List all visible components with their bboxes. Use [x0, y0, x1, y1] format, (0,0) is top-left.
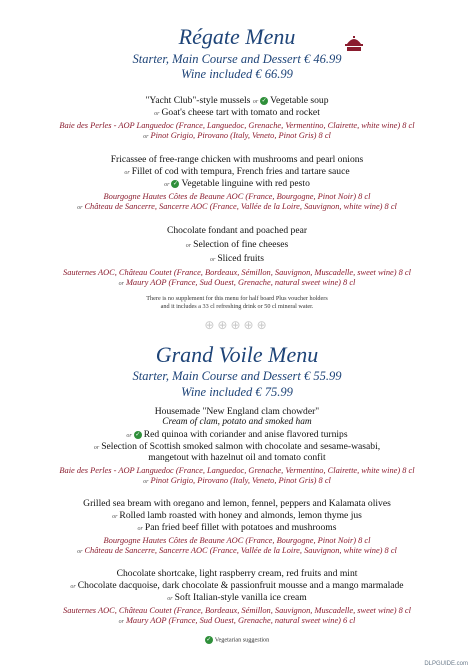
regate-wine-price-line: Wine included € 66.99	[181, 67, 293, 81]
section-divider: ⊕⊕⊕⊕⊕	[204, 318, 270, 332]
grand-starter-line-3-row	[0, 441, 474, 452]
regate-main-line-1: Fricassee of free-range chicken with mushrooms and pearl onions	[110, 154, 364, 165]
or-label: or	[124, 170, 130, 176]
grand-starter-line-3: Selection of Scottish smoked salmon with chocolate and sesame-wasabi,	[101, 441, 381, 452]
regate-main-line-2: Fillet of cod with tempura, French fries and tartare sauce	[131, 166, 350, 177]
grand-main-line-3-row	[0, 522, 474, 533]
vegetarian-leaf-icon: ✓	[206, 636, 212, 643]
regate-dessert-line-3-row	[0, 253, 474, 264]
regate-dessert-line-3: Sliced fruits	[217, 253, 264, 264]
regate-starter-line-2	[0, 107, 474, 118]
grand-voile-menu-title: Grand Voile Menu	[155, 342, 319, 367]
regate-price-line: Starter, Main Course and Dessert € 46.99	[132, 52, 342, 66]
or-label: or	[77, 549, 83, 555]
grand-main-wine-2: Château de Sancerre, Sancerre AOC (France, Vallée de la Loire, Sauvignon, white wine) 8 cl	[84, 546, 397, 555]
or-label: or	[137, 526, 143, 532]
regate-dessert-wine-2: Maury AOP (France, Sud Ouest, Grenache, natural sweet wine) 8 cl	[125, 278, 356, 287]
grand-dessert-line-3: Soft Italian-style vanilla ice cream	[174, 592, 307, 603]
vegetarian-legend-text: Vegetarian suggestion	[214, 636, 270, 644]
or-label: or	[143, 479, 149, 485]
or-label: or	[167, 596, 173, 602]
regate-main-line-3-row	[0, 178, 474, 189]
or-label: or	[77, 205, 83, 211]
grand-starter-wine-2: Pinot Grigio, Pirovano (Italy, Veneto, Pinot Gris) 8 cl	[150, 476, 331, 485]
grand-dessert-line-2-row	[0, 580, 474, 591]
vegetarian-leaf-icon: ✓	[135, 430, 141, 438]
or-label: or	[210, 257, 216, 263]
or-label: or	[118, 281, 124, 287]
grand-starter-wine-2-row	[0, 476, 474, 485]
regate-dessert-wine-1: Sauternes AOC, Château Coutet (France, Bordeaux, Sémillon, Sauvignon, Muscadelle, sweet wine) 8 cl	[63, 268, 411, 277]
grand-starter-line-3b: mangetout with hazelnut oil and tomato confit	[148, 452, 326, 463]
grand-starter-line-1b: Cream of clam, potato and smoked ham	[162, 417, 312, 427]
or-label: or	[164, 182, 170, 188]
regate-starter-wine-2: Pinot Grigio, Pirovano (Italy, Veneto, Pinot Gris) 8 cl	[150, 131, 331, 140]
regate-dessert-line-2: Selection of fine cheeses	[193, 239, 289, 250]
regate-main-line-2-row	[0, 166, 474, 177]
covered-dish-icon	[343, 32, 365, 54]
grand-starter-wine-1: Baie des Perles - AOP Languedoc (France, Languedoc, Grenache, Vermentino, Clairette, white wine) 8 cl	[59, 466, 415, 475]
regate-dessert-wine-2-row	[0, 278, 474, 287]
vegetarian-legend	[0, 636, 474, 644]
or-label: or	[93, 445, 100, 451]
regate-menu-title: Régate Menu	[178, 24, 296, 49]
regate-starter-tart: Goat's cheese tart with tomato and rocket	[161, 107, 320, 118]
source-watermark: DLPGUIDE.com	[424, 661, 468, 667]
grand-price-line: Starter, Main Course and Dessert € 55.99	[132, 369, 342, 383]
regate-main-wine-2-row	[0, 202, 474, 211]
grand-wine-price-line: Wine included € 75.99	[181, 385, 293, 399]
regate-main-wine-1: Bourgogne Hautes Côtes de Beaune AOC (France, Bourgogne, Pinot Noir) 8 cl	[103, 192, 371, 201]
grand-starter-line-2-row	[0, 429, 474, 440]
regate-starter-wine-1: Baie des Perles - AOP Languedoc (France, Languedoc, Grenache, Vermentino, Clairette, white wine) 8 cl	[59, 121, 415, 130]
or-label: or	[126, 433, 132, 439]
regate-starter-soup: Vegetable soup	[270, 95, 329, 106]
grand-main-wine-2-row	[0, 546, 474, 555]
grand-dessert-line-2: Chocolate dacquoise, dark chocolate & passionfruit mousse and a mango marmalade	[77, 580, 404, 591]
regate-dessert-line-1: Chocolate fondant and poached pear	[166, 225, 308, 236]
grand-main-line-2: Rolled lamb roasted with honey and almonds, lemon thyme jus	[119, 510, 362, 521]
vegetarian-leaf-icon: ✓	[261, 96, 267, 104]
grand-main-line-2-row	[0, 510, 474, 521]
or-label: or	[185, 243, 192, 249]
regate-starter-wine-2-row	[0, 131, 474, 140]
grand-main-line-3: Pan fried beef fillet with potatoes and mushrooms	[144, 522, 337, 533]
grand-starter-line-2: Red quinoa with coriander and anise flavored turnips	[143, 429, 348, 440]
regate-main-line-3: Vegetable linguine with red pesto	[181, 178, 310, 189]
regate-starter-mussels: "Yacht Club"-style mussels	[145, 95, 251, 106]
regate-dessert-line-2-row	[0, 239, 474, 250]
grand-starter-line-1: Housemade "New England clam chowder"	[154, 406, 320, 417]
or-label: or	[252, 99, 259, 105]
grand-dessert-wine-2-row	[0, 616, 474, 625]
grand-dessert-wine-1: Sauternes AOC, Château Coutet (France, Bordeaux, Sémillon, Sauvignon, Muscadelle, sweet wine) 8 cl	[63, 606, 411, 615]
or-label: or	[70, 584, 76, 590]
vegetarian-leaf-icon: ✓	[172, 179, 178, 187]
grand-main-line-1: Grilled sea bream with oregano and lemon, fennel, peppers and Kalamata olives	[83, 498, 391, 509]
regate-starter-line-1	[0, 95, 474, 106]
or-label: or	[143, 134, 149, 140]
or-label: or	[118, 619, 124, 625]
grand-main-wine-1: Bourgogne Hautes Côtes de Beaune AOC (France, Bourgogne, Pinot Noir) 8 cl	[103, 536, 371, 545]
grand-dessert-line-3-row	[0, 592, 474, 603]
grand-dessert-wine-2: Maury AOP (France, Sud Ouest, Grenache, natural sweet wine) 6 cl	[125, 616, 356, 625]
grand-dessert-line-1: Chocolate shortcake, light raspberry cream, red fruits and mint	[116, 568, 358, 579]
regate-note-2: and it includes a 33 cl refreshing drink or 50 cl mineral water.	[160, 303, 314, 310]
or-label: or	[154, 111, 160, 117]
or-label: or	[112, 514, 118, 520]
regate-main-wine-2: Château de Sancerre, Sancerre AOC (France, Vallée de la Loire, Sauvignon, white wine) 8 cl	[84, 202, 397, 211]
regate-note-1: There is no supplement for this menu for half board Plus voucher holders	[146, 295, 328, 302]
